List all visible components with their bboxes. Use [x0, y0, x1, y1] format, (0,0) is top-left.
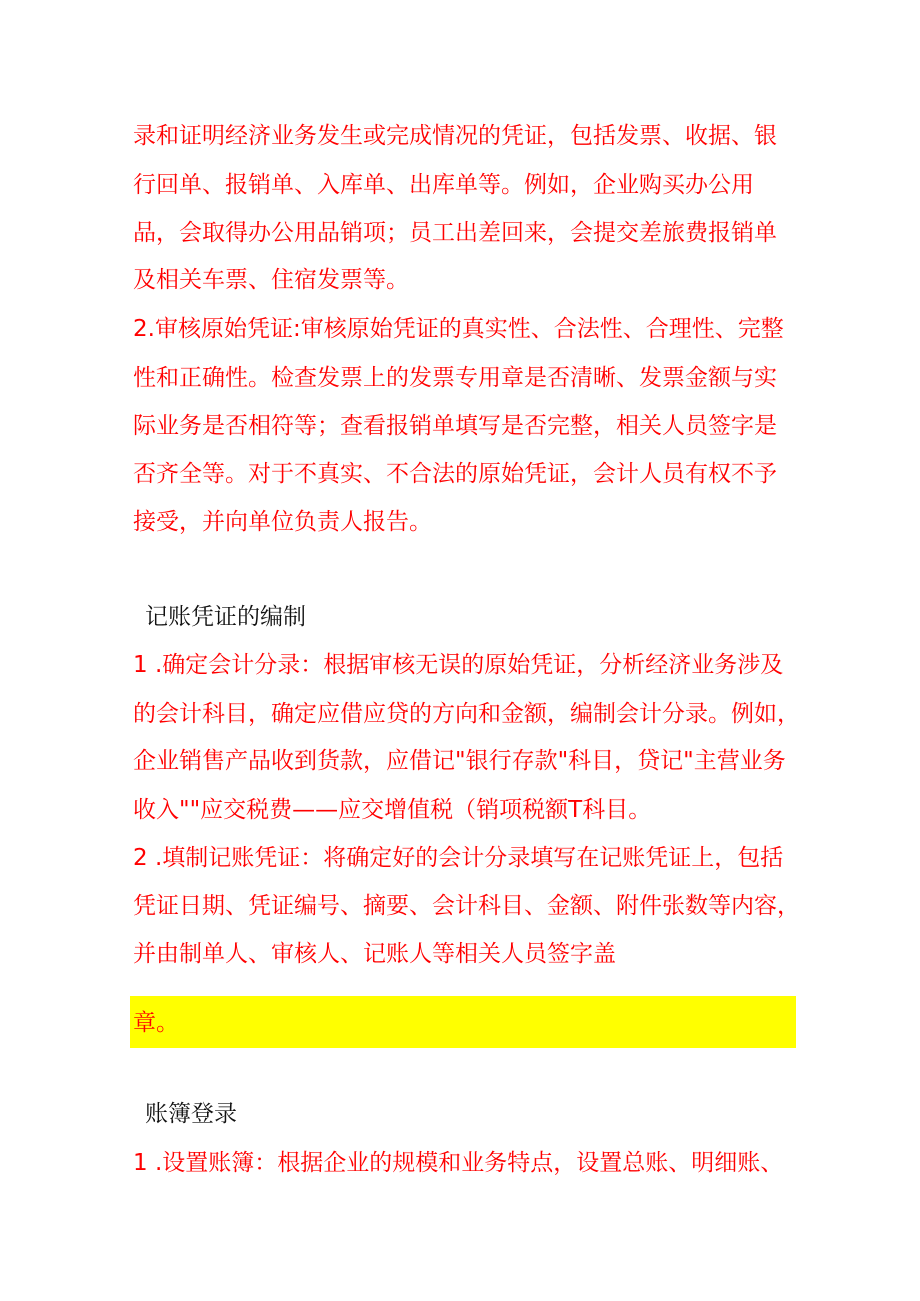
text-line: 1 .确定会计分录：根据审核无误的原始凭证，分析经济业务涉及 — [133, 652, 784, 678]
yellow-highlight — [130, 996, 796, 1048]
text-line: 企业销售产品收到货款，应借记"银行存款"科目，贷记"主营业务 — [133, 748, 786, 774]
text-line: 性和正确性。检查发票上的发票专用章是否清晰、发票金额与实 — [133, 365, 777, 391]
text-line: 2 .填制记账凭证：将确定好的会计分录填写在记账凭证上，包括 — [133, 845, 784, 871]
section-heading: 账簿登录 — [145, 1101, 237, 1127]
text-line: 品，会取得办公用品销项；员工出差回来，会提交差旅费报销单 — [133, 220, 777, 246]
text-line: 的会计科目，确定应借应贷的方向和金额，编制会计分录。例如， — [133, 701, 800, 727]
text-line: 1 .设置账簿：根据企业的规模和业务特点，设置总账、明细账、 — [133, 1150, 784, 1176]
section-heading: 记账凭证的编制 — [145, 604, 306, 630]
text-line: 接受，并向单位负责人报告。 — [133, 509, 432, 535]
text-line: 及相关车票、住宿发票等。 — [133, 267, 409, 293]
text-line: 录和证明经济业务发生或完成情况的凭证，包括发票、收据、银 — [133, 123, 777, 149]
text-line: 凭证日期、凭证编号、摘要、会计科目、金额、附件张数等内容， — [133, 893, 800, 919]
text-line: 行回单、报销单、入库单、出库单等。例如，企业购买办公用 — [133, 172, 754, 198]
text-line: 否齐全等。对于不真实、不合法的原始凭证，会计人员有权不予 — [133, 461, 777, 487]
highlighted-text: 章。 — [133, 1010, 179, 1036]
text-line: 2.审核原始凭证:审核原始凭证的真实性、合法性、合理性、完整 — [133, 316, 784, 342]
text-line: 收入""应交税费——应交增值税（销项税额T科目。 — [133, 797, 652, 823]
text-line: 际业务是否相符等；查看报销单填写是否完整，相关人员签字是 — [133, 413, 777, 439]
text-line: 并由制单人、审核人、记账人等相关人员签字盖 — [133, 941, 616, 967]
